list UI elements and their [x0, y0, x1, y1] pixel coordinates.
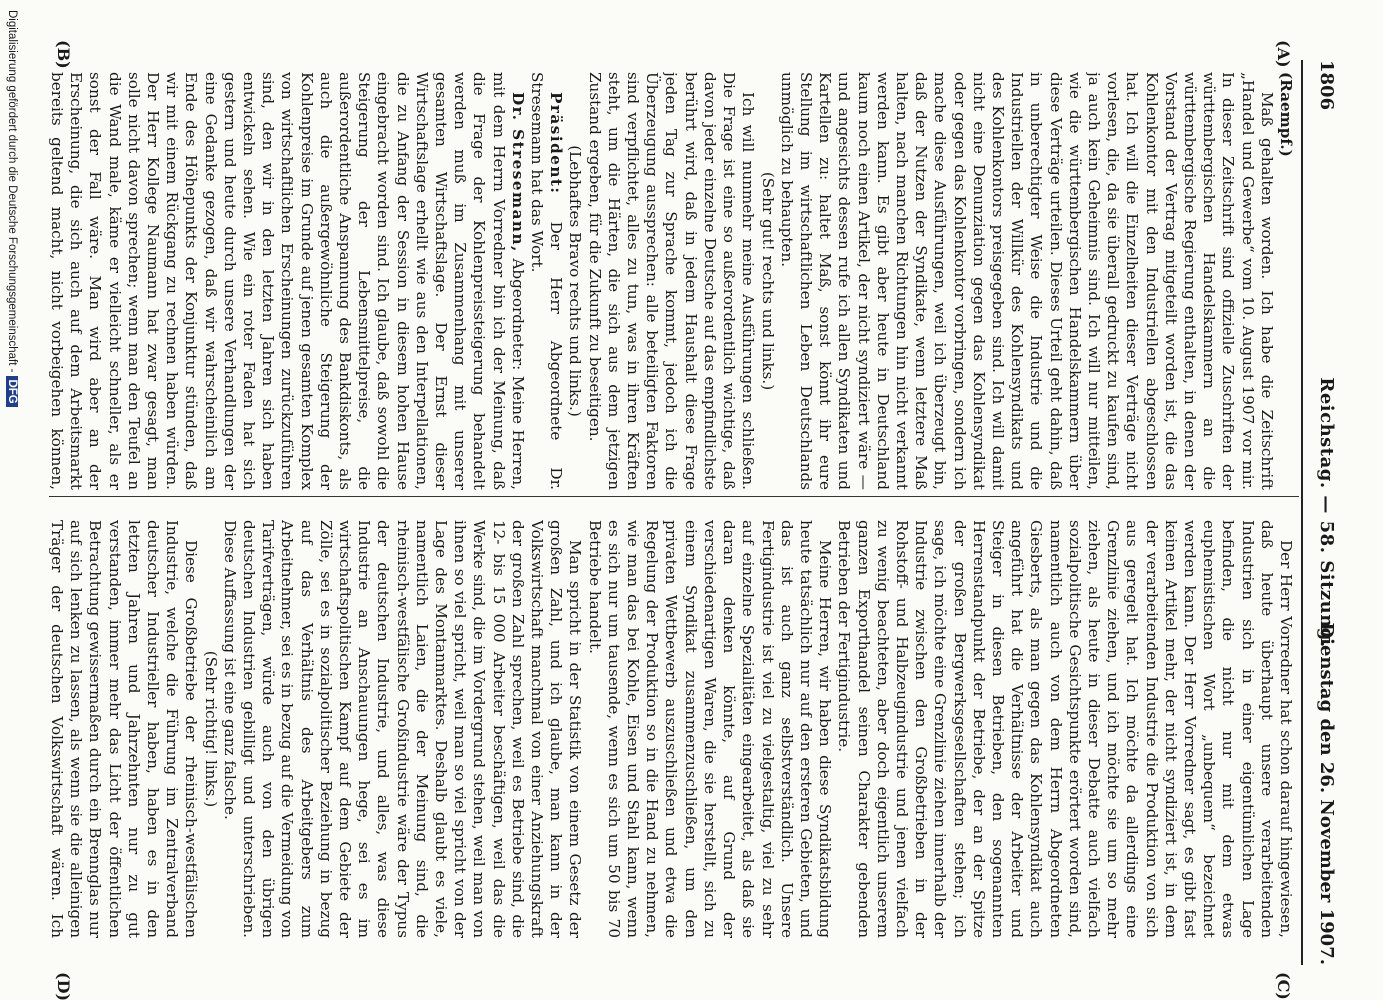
- page-header: [1307, 60, 1337, 965]
- margin-marker-c: (C): [1274, 972, 1293, 1000]
- digitization-credit: [6, 0, 18, 1000]
- speaker-tag: (Raempf.): [1277, 72, 1295, 157]
- right-column: [45, 520, 1295, 938]
- president-text: Der Herr Abgeordnete Dr. Stresemann hat das Wort.: [528, 72, 566, 490]
- margin-marker-d: (D): [54, 972, 73, 1001]
- president-label: Präsident:: [547, 92, 566, 195]
- left-column: [45, 72, 1295, 490]
- paragraph: Meine Herren, wir haben diese Syndikatsbildung heute tatsächlich nur auf den ersteren Gebieten, und das ist auch ganz selbstverständlich. Unsere Fertigindustrie ist viel zu vielgestaltig, viel zu sehr auf einzelne Spezialitäten eingearbeitet, als daß sie daran denken könnte, auf Grund der verschiedenartigen Waren, die sie herstellt, sich zu einem Syndikat zusammenzuschließen, um den privaten Wettbewerb auszuschließen und etwa die Regelung der Produktion so in die Hand zu nehmen, wie man das bei Kohle, Eisen und Stahl kann, wenn es sich nur um tausende, wenn es sich um 50 bis 70 Betriebe handelt.: [585, 520, 835, 938]
- applause-note: (Sehr richtig! links.): [201, 650, 220, 808]
- paragraph: Man spricht in der Statistik von einem Gesetz der großen Zahl, und ich glaube, man kann in der Volkswirtschaft manchmal von einer Anziehungskraft der großen Zahl sprechen, weil es Betriebe sind, die 12- bis 15 000 Arbeiter beschäftigen, weil das die Werke sind, die im Vordergrund stehen, weil man von ihnen so viel spricht, weil man so viel spricht von der Lage des Montanmarktes. Deshalb glaubt es viele, namentlich Laien, die der Meinung sind, die rheinisch-westfälische Großindustrie wäre der Typus der deutschen Industrie, und alles, was diese Industrie an Anschauungen hege, sei es im wirtschaftspolitischen Kampf auf dem Gebiete der Zölle, sei es in sozialpolitischer Beziehung in bezug auf das Verhältnis des Arbeitgebers zum Arbeitnehmer, sei es in bezug auf die Vermeidung von Tarifverträgen, würde auch von den übrigen deutschen Industrien gebilligt und unterschrieben. Diese Auffassung ist eine ganz falsche.: [220, 520, 585, 938]
- column-divider: [49, 496, 1299, 497]
- paragraph: Ich will nunmehr meine Ausführungen schließen. Die Frage ist eine so außerordentlich wichtige, daß davon jeder einzelne Deutsche auf das empfindlichste berührt wird, daß in jedem Haushalt diese Frage jeden Tag zur Sprache kommt, jedoch ich die Überzeugung aussprechen: alle beteiligten Faktoren sind verpflichtet, alles zu tun, was in ihren Kräften steht, um die Härten, die sich aus dem jetzigen Zustand ergeben, für die Zukunft zu beseitigen.: [585, 72, 758, 490]
- speaker-intro: [45, 72, 527, 490]
- paragraph: Der Herr Vorredner hat schon darauf hingewiesen, daß heute überhaupt unsere verarbeitenden Industrien sich in einer eigentümlichen Lage befinden, die nicht nur mit dem etwas euphemistischen Wort „unbequem“ bezeichnet werden kann. Der Herr Vorredner sagt, es gibt fast keinen Artikel mehr, der nicht syndiziert ist, in dem der verarbeitenden Industrie die Produktion von sich aus geregelt hat. Ich möchte da allerdings eine Grenzlinie ziehen, und ich möchte sie um so mehr ziehen, als heute in dieser Debatte auch vielfach sozialpolitische Gesichtspunkte erörtert worden sind, namentlich auch von dem Herrn Abgeordneten Giesberts, als man gegen das Kohlensyndikat auch angeführt hat die Verhältnisse der Arbeiter und Steiger in diesen Betrieben, den sogenannten Herrenstandpunkt der Betriebe, der an der Spitze der großen Bergwerksgesellschaften stehen; ich sage, ich möchte eine Grenzlinie ziehen innerhalb der Industrie zwischen den Großbetrieben in der Rohstoff- und Halbzeugindustrie und jenen vielfach zu wenig beachteten, aber doch eigentlich unserem ganzen Exporthandel seinen Charakter gebenden Betrieben der Fertigindustrie.: [835, 520, 1295, 938]
- applause-note: (Lebhaftes Bravo rechts und links.): [566, 145, 585, 417]
- paragraph: Meine Herren, mit dem Herrn Vorredner bin ich der Meinung, daß die Frage der Kohlenpreissteigerung behandelt werden muß im Zusammenhang mit unserer gesamten Wirtschaftslage. Der Ernst dieser Wirtschaftslage erhellt wie aus den Interpellationen, die zu Anfang der Session in diesem hohen Hause eingebracht worden sind. Ich glaube, daß sowohl die Steigerung der Lebensmittelpreise, die außerordentliche Anspannung des Bankdiskonts, als auch die außergewöhnliche Steigerung der Kohlenpreise im Grunde auf jenen gesamten Komplex von wirtschaftlichen Erscheinungen zurückzuführen sind, den wir in den letzten Jahren sich haben entwickeln sehen. Wie ein roter Faden hat sich gestern und heute durch unsere Verhandlungen der eine Gedanke gezogen, daß wir wahrscheinlich am Ende des Höhepunkts der Konjunktur stünden, daß wir mit einem Rückgang zu rechnen haben würden. Der Herr Kollege Naumann hat zwar gesagt, man solle nicht davon sprechen; wenn man den Teufel an die Wand male, käme er vielleicht schneller, als er sonst der Fall wäre. Man wird aber an der Erscheinung, die sich auch auf dem Arbeitsmarkt bereits geltend macht, nicht vorbeigehen können,: [48, 72, 527, 490]
- header-title: Reichstag. — 58. Sitzung.: [1316, 377, 1337, 648]
- speaker-name: Dr. Stresemann,: [508, 92, 527, 253]
- margin-marker-a: (A): [1274, 40, 1293, 68]
- header-date: Dienstag den 26. November 1907.: [1316, 622, 1337, 965]
- margin-marker-b: (B): [54, 40, 73, 69]
- page-number: 1806: [1316, 60, 1337, 111]
- header-rule: [1301, 60, 1303, 965]
- president-statement: [527, 72, 565, 490]
- paragraph: Diese Großbetriebe der rheinisch-westfälischen Industrie, welche die Führung im Zentralverband deutscher Industrieller haben, haben es in den letzten Jahren und Jahrzehnten nur zu gut verstanden, immer mehr das Licht der öffentlichen Betrachtung gewissermaßen durch ein Brennglas nur auf sich lenken zu lassen, als wenn sie die alleinigen Träger der deutschen Volkswirtschaft wären. Ich: [48, 520, 201, 938]
- applause-note: (Sehr gut! rechts und links.): [758, 171, 777, 391]
- credit-text: Digitalisierung gefördert durch die Deutsche Forschungsgemeinschaft -: [6, 10, 18, 373]
- speaker-role: Abgeordneter:: [508, 258, 527, 371]
- paragraph: Maß gehalten worden. Ich habe die Zeitschrift „Handel und Gewerbe“ vom 10. August 1907 vor mir. In dieser Zeitschrift sind offizielle Zuschriften der württembergischen Handelskammern an die württembergische Regierung enthalten, in denen der Vorstand der Vertrag mitgeteilt worden ist, die das Kohlenkontor mit den Industriellen abgeschlossen hat. Ich will die Einzelheiten dieser Verträge nicht vorlesen, die, da sie überall gedruckt zu kaufen sind, ja auch kein Geheimnis sind. Ich will nur mitteilen, wie die württembergischen Handelskammern über diese Verträge urteilen. Dieses Urteil geht dahin, daß in unberechtigter Weise die Industrie und die Industriellen der Willkür des Kohlensyndikats und des Kohlenkontors preisgegeben sind. Ich will damit nicht eine Denunziation gegen das Kohlensyndikat oder gegen das Kohlenkontor vorbringen, sondern ich mache diese Ausführungen, weil ich überzeugt bin, daß der Nutzen der Syndikate, wenn letztere Maß halten, nach manchen Richtungen hin nicht verkannt werden kann. Es gibt aber heute in Deutschland kaum noch einen Artikel, der nicht syndiziert wäre — und angesichts dessen rufe ich allen Syndikaten und Kartellen zu: haltet Maß, sonst könnt ihr eure Stellung im wirtschaftlichen Leben Deutschlands unmöglich zu behaupten.: [777, 72, 1276, 490]
- dfg-logo: DFG: [6, 376, 18, 406]
